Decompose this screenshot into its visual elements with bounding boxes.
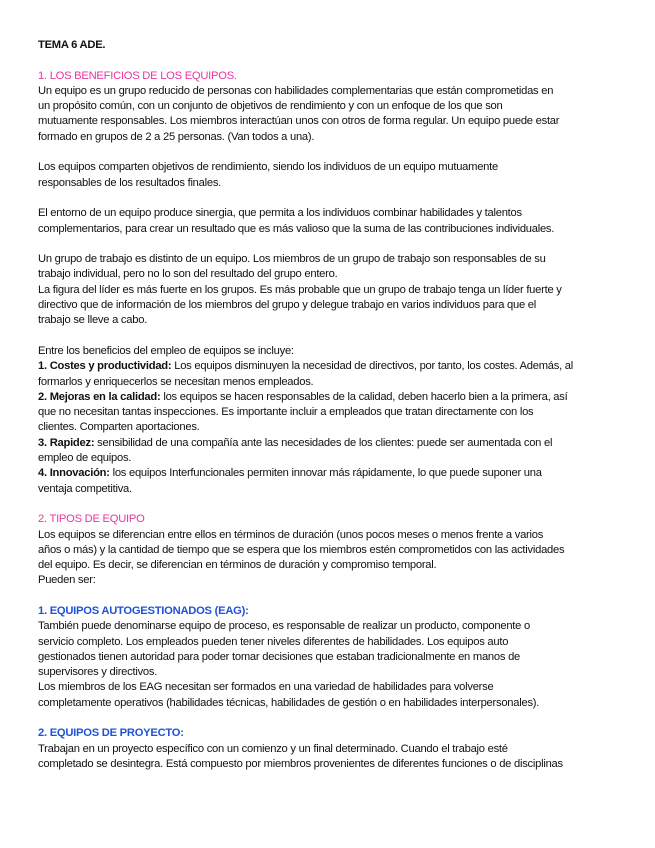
paragraph-line: mutuamente responsables. Los miembros interactúan unos con otros de forma regular. Un equipo puede estar: [38, 115, 560, 128]
document-page: [38, 38, 623, 772]
benefit-item: [38, 466, 623, 481]
paragraph-line: servicio completo. Los empleados pueden tener niveles diferentes de habilidades. Los equipos auto: [38, 635, 509, 648]
paragraph-line: También puede denominarse equipo de proceso, es responsable de realizar un producto, componente o: [38, 620, 530, 633]
spacer: [38, 145, 623, 160]
benefit-item: [38, 436, 623, 451]
paragraph-line: Trabajan en un proyecto específico con un comienzo y un final determinado. Cuando el trabajo esté: [38, 742, 508, 755]
paragraph-line: directivo que de información de los miembros del grupo y delegue trabajo en varios individuos para que el: [38, 299, 537, 312]
paragraph-line: Los miembros de los EAG necesitan ser formados en una variedad de habilidades para volverse: [38, 681, 494, 694]
paragraph-line: Pueden ser:: [38, 574, 96, 587]
spacer: [38, 497, 623, 512]
benefit-text-line: empleo de equipos.: [38, 452, 132, 465]
paragraph-line: del equipo. Es decir, se diferencian en términos de duración y compromiso temporal.: [38, 559, 437, 572]
paragraph-line: Los equipos se diferencian entre ellos en términos de duración (unos pocos meses o menos frente a varios: [38, 528, 544, 541]
benefits-intro: Entre los beneficios del empleo de equipos se incluye:: [38, 344, 294, 357]
paragraph-line: Un equipo es un grupo reducido de personas con habilidades complementarias que están comprometidas en: [38, 84, 554, 97]
document-title: TEMA 6 ADE.: [38, 39, 106, 51]
paragraph-line: responsables de los resultados finales.: [38, 176, 222, 189]
paragraph-line: trabajo se lleve a cabo.: [38, 314, 148, 327]
paragraph-line: Un grupo de trabajo es distinto de un equipo. Los miembros de un grupo de trabajo son responsables de su: [38, 253, 546, 266]
benefit-text: los equipos se hacen responsables de la calidad, deben hacerlo bien a la primera, así: [160, 390, 568, 403]
benefit-text: Los equipos disminuyen la necesidad de directivos, por tanto, los costes. Además, al: [171, 360, 574, 373]
paragraph-line: La figura del líder es más fuerte en los grupos. Es más probable que un grupo de trabajo tenga un líder fuerte y: [38, 283, 562, 296]
paragraph-line: supervisores y directivos.: [38, 666, 158, 679]
section-heading-benefits: 1. LOS BENEFICIOS DE LOS EQUIPOS.: [38, 69, 237, 82]
paragraph-line: años o más) y la cantidad de tiempo que se espera que los miembros estén comprometidos con las actividades: [38, 543, 565, 556]
benefit-label: 4. Innovación:: [38, 467, 110, 480]
paragraph-line: Los equipos comparten objetivos de rendimiento, siendo los individuos de un equipo mutuamente: [38, 161, 498, 174]
paragraph-line: gestionados tienen autoridad para poder tomar decisiones que estaban tradicionalmente en manos de: [38, 650, 521, 663]
spacer: [38, 53, 623, 68]
spacer: [38, 237, 623, 252]
benefit-text-line: ventaja competitiva.: [38, 482, 132, 495]
spacer: [38, 329, 623, 344]
benefit-label: 1. Costes y productividad:: [38, 360, 172, 373]
subsection-heading-project: 2. EQUIPOS DE PROYECTO:: [38, 727, 184, 740]
benefit-text-line: que no necesitan tantas inspecciones. Es importante incluir a empleados que tratan directamente con los: [38, 406, 534, 419]
spacer: [38, 191, 623, 206]
benefit-text-line: clientes. Comparten aportaciones.: [38, 421, 200, 434]
benefit-item: [38, 359, 623, 374]
paragraph-line: complementarios, para crear un resultado que es más valioso que la suma de las contribuciones individuales.: [38, 222, 555, 235]
spacer: [38, 589, 623, 604]
benefit-label: 2. Mejoras en la calidad:: [38, 390, 161, 403]
spacer: [38, 711, 623, 726]
benefit-text: los equipos Interfuncionales permiten innovar más rápidamente, lo que puede suponer una: [109, 467, 542, 480]
benefit-text: sensibilidad de una compañía ante las necesidades de los clientes: puede ser aumentada con el: [94, 436, 553, 449]
subsection-heading-eag: 1. EQUIPOS AUTOGESTIONADOS (EAG):: [38, 604, 249, 617]
paragraph-line: completamente operativos (habilidades técnicas, habilidades de gestión o en habilidades interpersonales).: [38, 696, 540, 709]
benefit-label: 3. Rapidez:: [38, 436, 95, 449]
paragraph-line: un propósito común, con un conjunto de objetivos de rendimiento y con un enfoque de los que son: [38, 100, 503, 113]
paragraph-line: completado se desintegra. Está compuesto por miembros provenientes de diferentes funciones o de disciplinas: [38, 757, 563, 770]
section-heading-types: 2. TIPOS DE EQUIPO: [38, 513, 145, 526]
benefit-text-line: formarlos y enriquecerlos se necesitan menos empleados.: [38, 375, 314, 388]
paragraph-line: formado en grupos de 2 a 25 personas. (Van todos a una).: [38, 130, 315, 143]
paragraph-line: trabajo individual, pero no lo son del resultado del grupo entero.: [38, 268, 338, 281]
benefit-item: [38, 390, 623, 405]
paragraph-line: El entorno de un equipo produce sinergia, que permita a los individuos combinar habilidades y talentos: [38, 207, 522, 220]
